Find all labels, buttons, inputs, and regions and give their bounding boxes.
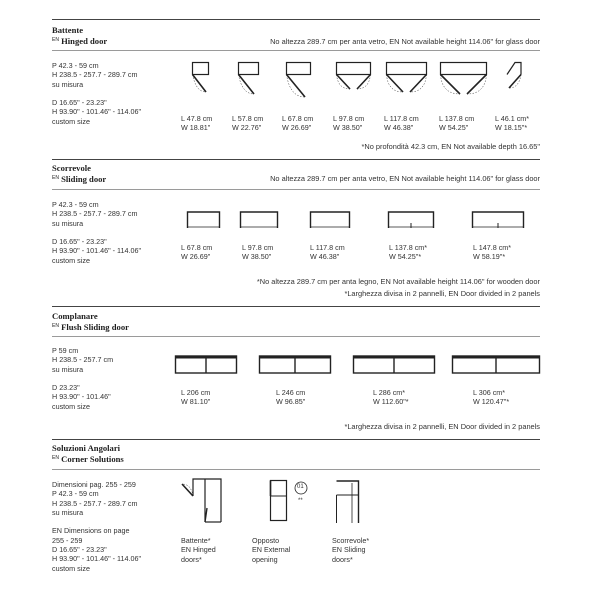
size-caption: L 67.8 cm W 26.69" [181, 243, 213, 262]
sliding-door-diagram [310, 211, 350, 231]
corner-caption: Battente* EN Hinged doors* [181, 536, 216, 564]
size-caption: L 206 cm W 81.10" [181, 388, 211, 407]
door-diagram [386, 62, 428, 106]
footnote: *Larghezza divisa in 2 pannelli, EN Door divided in 2 panels [344, 422, 540, 431]
title-en: $^{EN}$ Hinged door [52, 35, 108, 46]
section-rule-sliding [52, 159, 540, 160]
availability-note: No altezza 289.7 cm per anta vetro, EN Not available height 114.06" for glass door [270, 174, 540, 183]
size-caption: L 97.8 cm W 38.50" [242, 243, 274, 262]
flush-door-diagram [353, 355, 435, 375]
corner-caption: Scorrevole* EN Sliding doors* [332, 536, 370, 564]
corner-hinged-diagram [181, 478, 223, 524]
section-rule-hinged [52, 19, 540, 20]
size-caption: L 47.8 cm W 18.81" [181, 114, 213, 133]
section-title-sliding [52, 163, 106, 184]
section-rule-flush [52, 306, 540, 307]
size-caption: L 147.8 cm* W 58.19"* [473, 243, 512, 262]
size-caption: L 46.1 cm* W 18.15"* [495, 114, 530, 133]
sliding-door-diagram [472, 211, 524, 231]
corner-sliding-diagram [336, 480, 360, 524]
size-caption: L 246 cm W 96.85" [276, 388, 306, 407]
size-caption: L 286 cm* W 112.60"* [373, 388, 409, 407]
section-divider [52, 50, 540, 51]
corner-external-diagram [270, 480, 290, 522]
size-caption: L 117.8 cm W 46.38" [310, 243, 345, 262]
door-diagram [440, 62, 488, 106]
size-caption: L 137.8 cm W 54.25" [439, 114, 475, 133]
door-diagram [286, 62, 312, 106]
footnote: *Larghezza divisa in 2 pannelli, EN Door divided in 2 panels [344, 289, 540, 298]
size-caption: L 57.8 cm W 22.76" [232, 114, 264, 133]
size-caption: L 117.8 cm W 46.38" [384, 114, 419, 133]
availability-note: No altezza 289.7 cm per anta vetro, EN Not available height 114.06" for glass door [270, 37, 540, 46]
door-diagram [336, 62, 372, 106]
footnote: *No profondità 42.3 cm, EN Not available depth 16.65" [361, 142, 540, 151]
flush-door-diagram [175, 355, 237, 375]
flush-door-diagram [452, 355, 540, 375]
title-it: Battente [52, 25, 84, 35]
size-caption: L 306 cm* W 120.47"* [473, 388, 510, 407]
size-caption: L 137.8 cm* W 54.25"* [389, 243, 428, 262]
dimensions-text: P 42.3 - 59 cm H 238.5 - 257.7 - 289.7 cm su misura D 16.65" - 23.23" H 93.90" - 101.46" - 114.06" custom size [52, 61, 142, 126]
badge-mark: ** [298, 498, 303, 504]
door-diagram [238, 62, 260, 106]
dimensions-text: Dimensioni pag. 255 - 259 P 42.3 - 59 cm H 238.5 - 257.7 - 289.7 cm su misura EN Dimensions on page 255 - 259 D 16.65" - 23.23" H 93.90" - 101.46" - 114.06" custom size [52, 480, 142, 573]
dimensions-text: P 42.3 - 59 cm H 238.5 - 257.7 - 289.7 cm su misura D 16.65" - 23.23" H 93.90" - 101.46" - 114.06" custom size [52, 200, 142, 265]
door-diagram [505, 62, 525, 106]
sliding-door-diagram [388, 211, 434, 231]
size-caption: L 97.8 cm W 38.50" [333, 114, 365, 133]
title-it: Soluzioni Angolari [52, 443, 121, 453]
sliding-door-diagram [187, 211, 220, 231]
flush-door-diagram [259, 355, 331, 375]
section-title-flush [52, 311, 129, 332]
dimensions-text: P 59 cm H 238.5 - 257.7 cm su misura D 23.23" H 93.90" - 101.46" custom size [52, 346, 114, 411]
title-en: $^{EN}$ Corner Solutions [52, 453, 124, 464]
section-title-hinged [52, 25, 107, 46]
title-en: $^{EN}$ Flush Sliding door [52, 321, 129, 332]
section-divider [52, 189, 540, 190]
title-it: Scorrevole [52, 163, 91, 173]
section-title-corner [52, 443, 124, 464]
footnote: *No altezza 289.7 cm per anta legno, EN Not available height 114.06" for wooden door [256, 277, 540, 286]
title-it: Complanare [52, 311, 98, 321]
size-caption: L 67.8 cm W 26.69" [282, 114, 314, 133]
title-en: $^{EN}$ Sliding door [52, 173, 107, 184]
sliding-door-diagram [240, 211, 278, 231]
door-diagram [192, 62, 212, 106]
section-rule-corner [52, 439, 540, 440]
corner-caption: Opposto EN External opening [252, 536, 291, 564]
section-divider [52, 469, 540, 470]
section-divider [52, 336, 540, 337]
badge-number: 01 [297, 484, 304, 490]
